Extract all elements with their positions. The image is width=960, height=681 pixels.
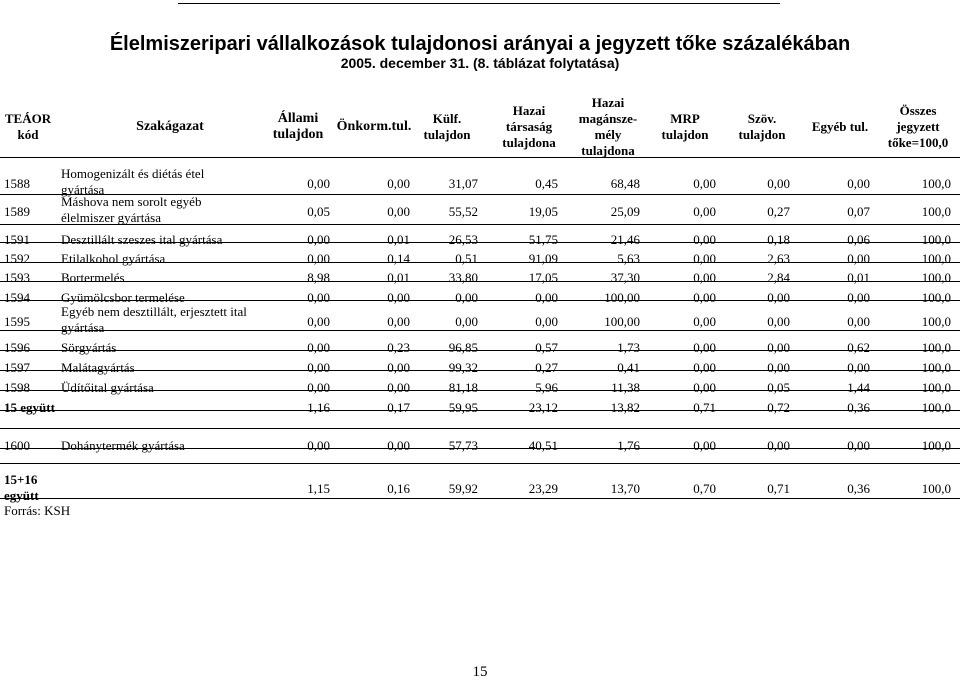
- page-number: 15: [472, 664, 488, 680]
- row-value: 0,27: [535, 360, 558, 375]
- row-value: 0,00: [387, 380, 410, 395]
- row-value: 0,45: [535, 176, 558, 191]
- row-rule: [0, 410, 960, 411]
- row-value: 0,00: [387, 438, 410, 453]
- row-value: 100,0: [921, 251, 951, 266]
- row-value: 0,00: [767, 340, 790, 355]
- row-code: 1595: [4, 314, 30, 329]
- row-value: 0,00: [387, 176, 410, 191]
- row-value: 0,00: [535, 314, 558, 329]
- page-title: Élelmiszeripari vállalkozások tulajdonosi arányai a jegyzett tőke százalékában: [109, 33, 851, 55]
- row-value: 0,00: [693, 176, 716, 191]
- row-value: 96,85: [448, 340, 478, 355]
- row-value: 0,00: [767, 290, 790, 305]
- row-value: 1,15: [307, 481, 330, 496]
- row-value: 21,46: [610, 232, 640, 247]
- row-name: Homogenizált és diétás étel gyártása: [61, 166, 205, 197]
- row-value: 19,05: [528, 204, 558, 219]
- row-value: 100,0: [921, 290, 951, 305]
- header-szakagazat: Szakágazat: [136, 119, 204, 134]
- row-value: 0,72: [767, 400, 790, 415]
- row-rule: [0, 370, 960, 371]
- row-rule: [0, 498, 960, 499]
- row-value: 5,96: [535, 380, 558, 395]
- row-value: 0,00: [847, 290, 870, 305]
- row-value: 2,63: [767, 251, 790, 266]
- row-value: 0,18: [767, 232, 790, 247]
- row-value: 0,00: [307, 438, 330, 453]
- row-value: 1,44: [847, 380, 870, 395]
- row-value: 91,09: [528, 251, 558, 266]
- row-value: 0,00: [307, 340, 330, 355]
- row-code: 1597: [4, 360, 30, 375]
- row-code: 1600: [4, 438, 30, 453]
- row-value: 26,53: [448, 232, 478, 247]
- row-rule: [0, 242, 960, 243]
- row-value: 100,0: [921, 232, 951, 247]
- row-value: 0,00: [387, 360, 410, 375]
- page-subtitle: 2005. december 31. (8. táblázat folytatása): [340, 55, 620, 71]
- row-value: 0,00: [693, 314, 716, 329]
- row-value: 11,38: [611, 380, 640, 395]
- top-rule: [178, 3, 780, 4]
- header-onkorm: Önkorm.tul.: [336, 119, 412, 134]
- row-rule: [0, 350, 960, 351]
- row-value: 100,0: [921, 176, 951, 191]
- row-value: 0,00: [767, 176, 790, 191]
- row-value: 0,00: [767, 314, 790, 329]
- row-name: Gyümölcsbor termelése: [61, 290, 185, 305]
- row-value: 23,12: [528, 400, 558, 415]
- row-value: 100,0: [921, 270, 951, 285]
- row-name: Dohánytermék gyártása: [61, 438, 185, 453]
- row-value: 1,73: [617, 340, 640, 355]
- row-value: 0,14: [387, 251, 410, 266]
- row-name: Máshova nem sorolt egyéb élelmiszer gyártása: [61, 194, 202, 225]
- row-value: 59,92: [448, 481, 478, 496]
- row-value: 0,00: [767, 438, 790, 453]
- row-value: 0,00: [693, 290, 716, 305]
- row-value: 0,00: [847, 360, 870, 375]
- header-egyeb: Egyéb tul.: [811, 119, 869, 134]
- row-value: 57,73: [448, 438, 478, 453]
- row-rule: [0, 281, 960, 282]
- row-code: 1588: [4, 176, 30, 191]
- header-mrp: MRP tulajdon: [661, 111, 709, 142]
- row-rule: [0, 262, 960, 263]
- row-name: Üdítőital gyártása: [61, 380, 154, 395]
- row-value: 0,71: [693, 400, 716, 415]
- row-value: 13,70: [610, 481, 640, 496]
- source-note: Forrás: KSH: [4, 503, 71, 518]
- row-rule: [0, 194, 960, 195]
- row-value: 100,0: [921, 380, 951, 395]
- row-value: 51,75: [528, 232, 558, 247]
- row-value: 0,00: [307, 251, 330, 266]
- row-value: 0,01: [847, 270, 870, 285]
- row-code: 1598: [4, 380, 30, 395]
- header-hazai-magan: Hazai magánsze- mély tulajdona: [578, 95, 638, 158]
- row-value: 0,71: [767, 481, 790, 496]
- row-value: 100,0: [921, 360, 951, 375]
- row-value: 0,00: [693, 204, 716, 219]
- header-szov: Szöv. tulajdon: [738, 111, 786, 142]
- row-value: 0,36: [847, 481, 870, 496]
- row-value: 0,16: [387, 481, 410, 496]
- row-value: 0,00: [307, 232, 330, 247]
- row-value: 33,80: [448, 270, 478, 285]
- row-value: 1,76: [617, 438, 640, 453]
- row-value: 0,41: [617, 360, 640, 375]
- row-value: 99,32: [448, 360, 478, 375]
- row-value: 100,00: [604, 314, 640, 329]
- row-value: 37,30: [610, 270, 640, 285]
- row-rule: [0, 448, 960, 449]
- row-value: 0,00: [535, 290, 558, 305]
- row-value: 1,16: [307, 400, 330, 415]
- row-value: 100,0: [921, 204, 951, 219]
- row-value: 81,18: [448, 380, 478, 395]
- row-value: 0,07: [847, 204, 870, 219]
- row-value: 0,00: [847, 438, 870, 453]
- row-value: 25,09: [610, 204, 640, 219]
- row-value: 5,63: [617, 251, 640, 266]
- row-value: 0,00: [387, 204, 410, 219]
- row-value: 0,00: [387, 290, 410, 305]
- row-value: 0,00: [847, 314, 870, 329]
- row-value: 59,95: [448, 400, 478, 415]
- row-value: 40,51: [528, 438, 558, 453]
- row-rule: [0, 300, 960, 301]
- row-value: 23,29: [528, 481, 558, 496]
- row-value: 13,82: [610, 400, 640, 415]
- row-value: 0,00: [693, 340, 716, 355]
- row-value: 0,00: [693, 380, 716, 395]
- row-rule: [0, 224, 960, 225]
- row-value: 0,17: [387, 400, 410, 415]
- header-osszes: Összes jegyzett tőke=100,0: [887, 103, 949, 150]
- row-name: Egyéb nem desztillált, erjesztett ital gyártása: [61, 304, 247, 335]
- row-rule: [0, 390, 960, 391]
- row-value: 0,00: [455, 290, 478, 305]
- row-value: 0,00: [307, 380, 330, 395]
- row-value: 0,00: [307, 360, 330, 375]
- row-name: Desztillált szeszes ital gyártása: [61, 232, 223, 247]
- row-code: 15 együtt: [4, 400, 55, 415]
- row-value: 100,0: [921, 400, 951, 415]
- row-value: 0,00: [307, 176, 330, 191]
- row-name: Etilalkohol gyártása: [61, 251, 166, 266]
- header-allami: Állami tulajdon: [272, 111, 324, 142]
- row-value: 0,00: [767, 360, 790, 375]
- row-code: 1596: [4, 340, 30, 355]
- row-value: 0,00: [455, 314, 478, 329]
- row-value: 68,48: [610, 176, 640, 191]
- row-value: 0,00: [693, 360, 716, 375]
- row-value: 0,51: [455, 251, 478, 266]
- row-value: 0,36: [847, 400, 870, 415]
- row-value: 0,00: [847, 176, 870, 191]
- row-value: 0,00: [693, 232, 716, 247]
- row-code: 1594: [4, 290, 30, 305]
- header-rule: [0, 157, 960, 158]
- row-value: 100,0: [921, 340, 951, 355]
- row-value: 0,00: [693, 270, 716, 285]
- row-name: Sörgyártás: [61, 340, 117, 355]
- row-value: 17,05: [528, 270, 558, 285]
- row-value: 31,07: [448, 176, 478, 191]
- row-value: 0,00: [387, 314, 410, 329]
- row-value: 0,01: [387, 270, 410, 285]
- row-value: 0,27: [767, 204, 790, 219]
- row-value: 100,0: [921, 438, 951, 453]
- header-kulf: Külf. tulajdon: [423, 111, 471, 142]
- row-value: 0,00: [307, 290, 330, 305]
- row-value: 0,00: [307, 314, 330, 329]
- row-value: 2,84: [767, 270, 790, 285]
- row-code: 1591: [4, 232, 30, 247]
- row-value: 55,52: [448, 204, 478, 219]
- row-code: 1589: [4, 204, 30, 219]
- header-hazai-tarsasag: Hazai társaság tulajdona: [502, 103, 556, 150]
- row-value: 0,05: [767, 380, 790, 395]
- header-teaor: TEÁOR kód: [4, 111, 52, 142]
- row-code: 1592: [4, 251, 30, 266]
- row-rule: [0, 330, 960, 331]
- row-value: 0,06: [847, 232, 870, 247]
- row-name: Bortermelés: [61, 270, 125, 285]
- row-value: 0,62: [847, 340, 870, 355]
- row-value: 0,01: [387, 232, 410, 247]
- row-value: 0,00: [693, 251, 716, 266]
- row-value: 0,23: [387, 340, 410, 355]
- row-value: 0,00: [847, 251, 870, 266]
- row-value: 100,0: [921, 314, 951, 329]
- row-value: 0,00: [693, 438, 716, 453]
- row-value: 0,05: [307, 204, 330, 219]
- row-value: 100,00: [604, 290, 640, 305]
- row-value: 8,98: [307, 270, 330, 285]
- row-rule: [0, 428, 960, 429]
- row-code: 15+16 együtt: [4, 472, 39, 503]
- row-value: 0,70: [693, 481, 716, 496]
- row-value: 100,0: [921, 481, 951, 496]
- row-rule: [0, 463, 960, 464]
- row-value: 0,57: [535, 340, 558, 355]
- row-name: Malátagyártás: [61, 360, 135, 375]
- row-code: 1593: [4, 270, 30, 285]
